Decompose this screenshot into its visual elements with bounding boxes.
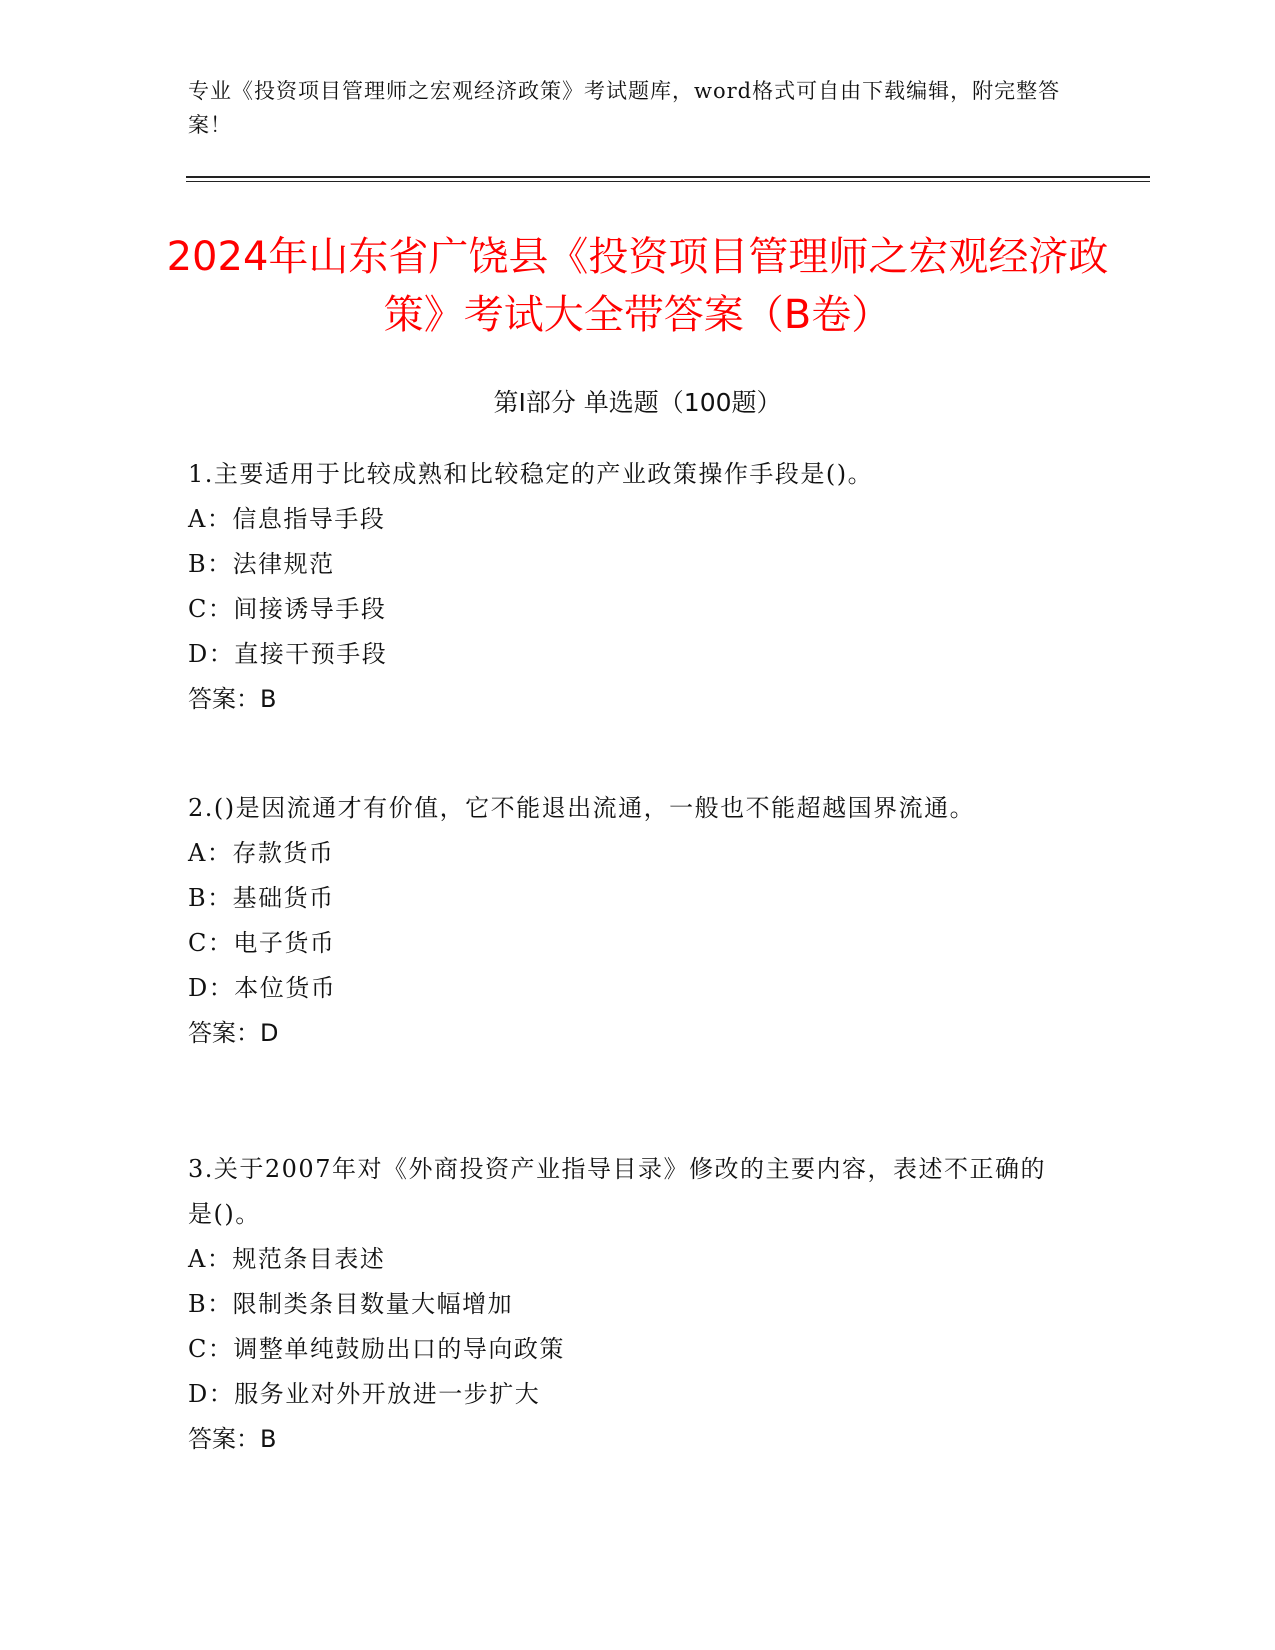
- option-d: [188, 1372, 1068, 1417]
- header-divider-thin: [186, 181, 1150, 182]
- option-key: D：: [188, 640, 235, 668]
- answer-line: 答案：D: [188, 1019, 279, 1047]
- option-key: D：: [188, 974, 235, 1002]
- section-heading: 第Ⅰ部分 单选题（100题）: [493, 388, 782, 417]
- option-key: C：: [188, 1335, 234, 1363]
- option-key: B：: [188, 884, 233, 912]
- option-text: 直接干预手段: [234, 640, 388, 668]
- option-key: C：: [188, 595, 234, 623]
- option-text: 本位货币: [234, 974, 337, 1002]
- question-stem: 3.关于2007年对《外商投资产业指导目录》修改的主要内容，表述不正确的是()。: [188, 1155, 1046, 1228]
- option-b: [188, 1282, 1068, 1327]
- option-text: 规范条目表述: [232, 1245, 386, 1273]
- answer-line: 答案：B: [188, 685, 277, 713]
- option-text: 限制类条目数量大幅增加: [232, 1290, 514, 1318]
- option-key: D：: [188, 1380, 235, 1408]
- answer-line: 答案：B: [188, 1425, 277, 1453]
- option-c: [188, 921, 1068, 966]
- header-note: 专业《投资项目管理师之宏观经济政策》考试题库，word格式可自由下载编辑，附完整答案！: [188, 79, 1061, 137]
- option-text: 间接诱导手段: [233, 595, 387, 623]
- option-d: [188, 966, 1068, 1011]
- option-key: A：: [188, 505, 233, 533]
- document-title: 2024年山东省广饶县《投资项目管理师之宏观经济政策》考试大全带答案（B卷）: [166, 234, 1109, 338]
- option-b: [188, 542, 1068, 587]
- option-text: 法律规范: [232, 550, 335, 578]
- question-2: [188, 786, 1068, 1056]
- option-a: [188, 497, 1068, 542]
- header-divider-thick: [186, 176, 1150, 178]
- question-stem: 1.主要适用于比较成熟和比较稳定的产业政策操作手段是()。: [188, 460, 874, 488]
- question-1: [188, 452, 1068, 722]
- option-c: [188, 587, 1068, 632]
- option-a: [188, 831, 1068, 876]
- option-text: 调整单纯鼓励出口的导向政策: [233, 1335, 565, 1363]
- option-key: B：: [188, 550, 233, 578]
- option-text: 服务业对外开放进一步扩大: [234, 1380, 541, 1408]
- question-stem: 2.()是因流通才有价值，它不能退出流通，一般也不能超越国界流通。: [188, 794, 976, 822]
- option-text: 电子货币: [233, 929, 336, 957]
- option-key: A：: [188, 839, 233, 867]
- option-text: 信息指导手段: [232, 505, 386, 533]
- option-a: [188, 1237, 1068, 1282]
- option-c: [188, 1327, 1068, 1372]
- option-d: [188, 632, 1068, 677]
- question-3: [188, 1147, 1068, 1462]
- option-text: 存款货币: [232, 839, 335, 867]
- option-key: C：: [188, 929, 234, 957]
- option-key: B：: [188, 1290, 233, 1318]
- option-b: [188, 876, 1068, 921]
- option-text: 基础货币: [232, 884, 335, 912]
- option-key: A：: [188, 1245, 233, 1273]
